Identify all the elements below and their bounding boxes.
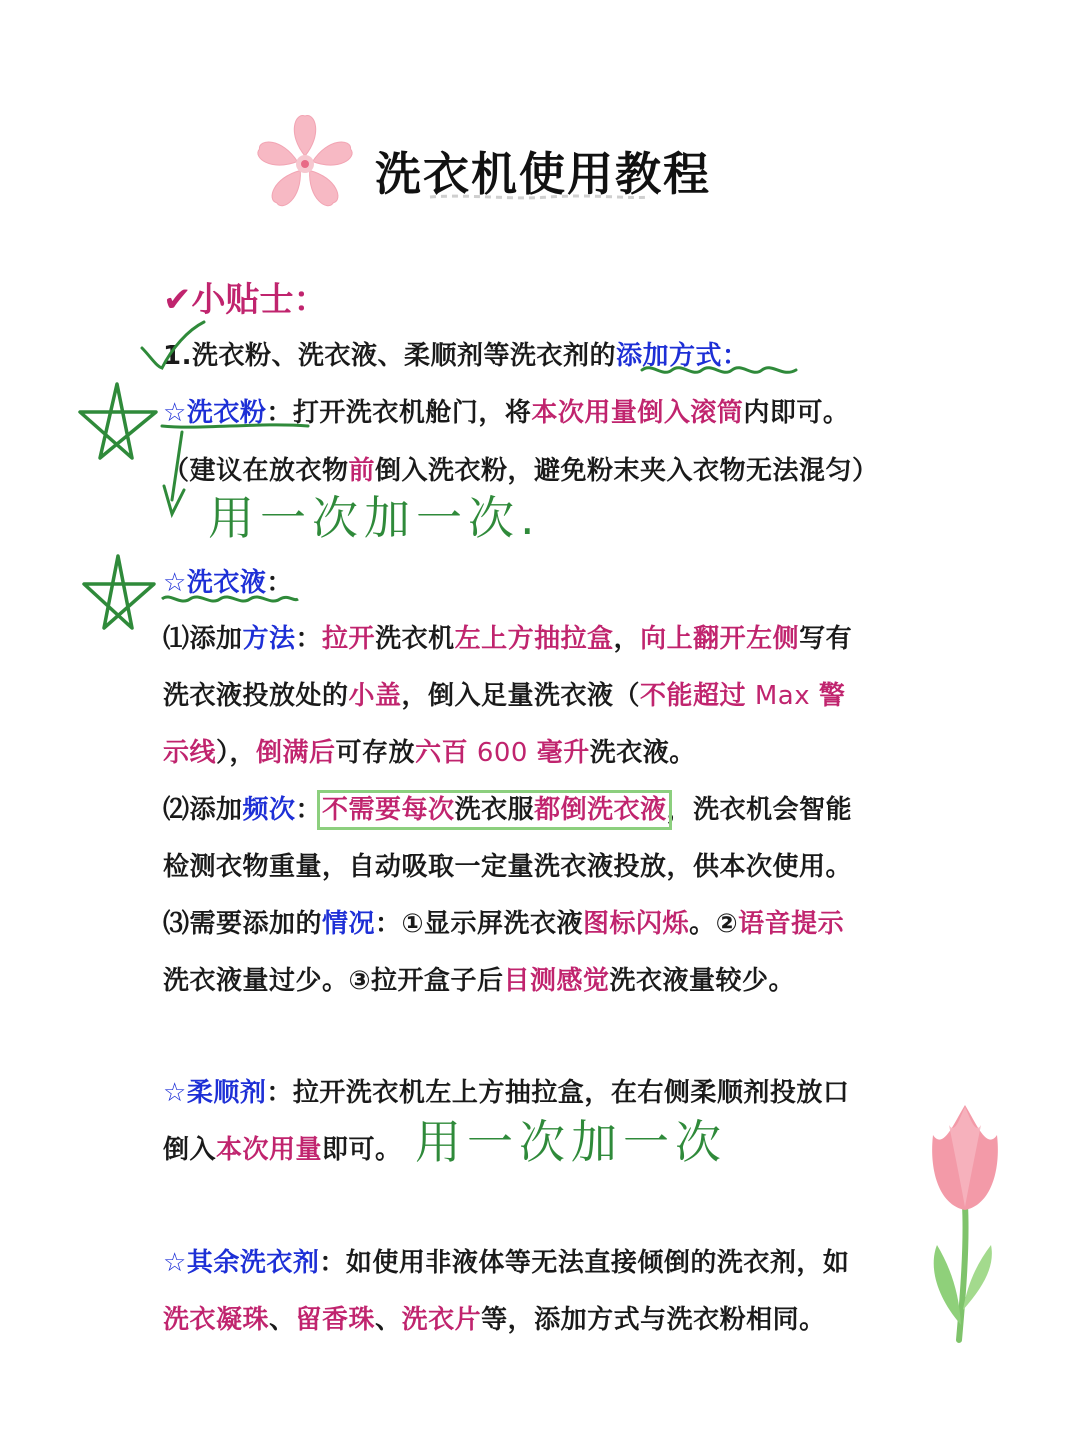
text: ⑵添加 [163,795,243,825]
liquid-frequency-line-1 [163,789,852,826]
hand-drawn-star-icon [72,378,162,468]
text: ）， [216,738,257,768]
text: 抽拉盒 [534,624,614,654]
powder-highlight: 本次用量倒入滚筒 [531,398,744,428]
powder-note-a: （建议在放衣物 [163,456,349,486]
star-icon: ☆ [163,1078,187,1108]
liquid-method-line-3 [163,732,696,769]
text: 左上方 [454,624,535,654]
text: 洗衣机 [375,624,455,654]
text: 语音提示 [738,909,845,939]
text: ，倒入足量洗衣液（ [401,681,641,711]
text: 不能超过 [640,681,747,711]
text: 洗衣片 [401,1305,482,1335]
item-1-text: 1.洗衣粉、洗衣液、柔顺剂等洗衣剂的 [163,341,616,371]
softener-name: 柔顺剂 [186,1078,267,1108]
text: 图标闪烁 [583,909,690,939]
text: 倒入 [163,1135,217,1165]
text: 小盖 [348,681,402,711]
text: 600 [468,738,537,768]
star-icon: ☆ [163,398,187,428]
powder-note-highlight: 前 [348,456,376,486]
text: 倒满后 [256,738,336,768]
star-icon: ☆ [163,568,187,598]
text: ：拉开洗衣机左上方抽拉盒，在右侧柔顺剂投放口 [266,1078,850,1108]
text: ：如使用非液体等无法直接倾倒的洗衣剂，如 [319,1248,850,1278]
powder-name: 洗衣粉 [186,398,267,428]
liquid-method-line-1 [163,618,852,655]
liquid-colon: ： [266,568,293,598]
text: ，洗衣机会智能 [666,795,853,825]
text: 洗衣凝珠 [163,1305,270,1335]
text: 洗衣液。 [589,738,696,768]
text: 洗衣液量较少。 [609,966,796,996]
wavy-underline [640,362,800,378]
text: ：①显示屏洗衣液 [375,909,584,939]
text: 不需要每次 [322,795,455,825]
cherry-blossom-icon [248,108,363,220]
star-icon: ☆ [163,1248,187,1278]
hand-drawn-check-icon [138,318,208,373]
powder-note-b: 倒入洗衣粉，避免粉末夹入衣物无法混匀） [375,456,879,486]
title-underline-decoration [430,192,650,202]
text: ， [613,624,641,654]
text: 六百 [415,738,469,768]
tulip-icon [915,1095,1015,1345]
text: 洗衣液投放处的 [163,681,349,711]
text: 可存放 [335,738,416,768]
liquid-situation-line-1 [163,903,844,940]
text: 等，添加方式与洗衣粉相同。 [481,1305,826,1335]
liquid-frequency-line-2: 检测衣物重量，自动吸取一定量洗衣液投放，供本次使用。 [163,852,853,882]
text: 目测感觉 [503,966,610,996]
text: 即可。 [322,1135,402,1165]
hand-drawn-star-icon [78,552,158,637]
text: 拉开 [322,624,376,654]
text: 。② [689,909,739,939]
liquid-underline [160,592,300,606]
text: 情况 [322,909,376,939]
liquid-situation-line-2 [163,960,795,997]
text: 毫升 [536,738,590,768]
text: 洗衣液量过少。③拉开盒子后 [163,966,504,996]
text: 警 [818,681,846,711]
text: ⑴添加 [163,624,243,654]
tips-heading: ✔小贴士： [163,280,328,320]
text: ： [295,795,323,825]
text: 、 [375,1305,402,1335]
other-line-2 [163,1299,826,1336]
page-title: 洗衣机使用教程 [375,147,711,201]
other-line-1 [163,1242,849,1279]
text: 洗衣服 [454,795,535,825]
highlight-box [322,795,667,825]
text: 向上翻开左侧 [640,624,800,654]
text: ⑶需要添加的 [163,909,323,939]
powder-handwritten-note: 用一次加一次. [208,491,541,545]
text: 写有 [799,624,853,654]
item-1-highlight: 添加方式： [615,341,749,371]
liquid-method-line-2 [163,675,845,712]
text: 、 [269,1305,296,1335]
text: ： [295,624,323,654]
text: Max [746,681,819,711]
text: 留香珠 [295,1305,376,1335]
other-name: 其余洗衣剂 [186,1248,320,1278]
text: 示线 [163,738,217,768]
powder-suffix: 内即可。 [743,398,850,428]
text: 本次用量 [216,1135,323,1165]
text: 方法 [242,624,296,654]
text: 频次 [242,795,296,825]
text: 都倒洗衣液 [534,795,667,825]
softener-line-2 [163,1129,402,1166]
powder-text: ：打开洗衣机舱门，将 [266,398,532,428]
softener-handwritten-note: 用一次加一次 [415,1115,727,1169]
liquid-name: 洗衣液 [186,568,267,598]
softener-line-1 [163,1072,849,1109]
